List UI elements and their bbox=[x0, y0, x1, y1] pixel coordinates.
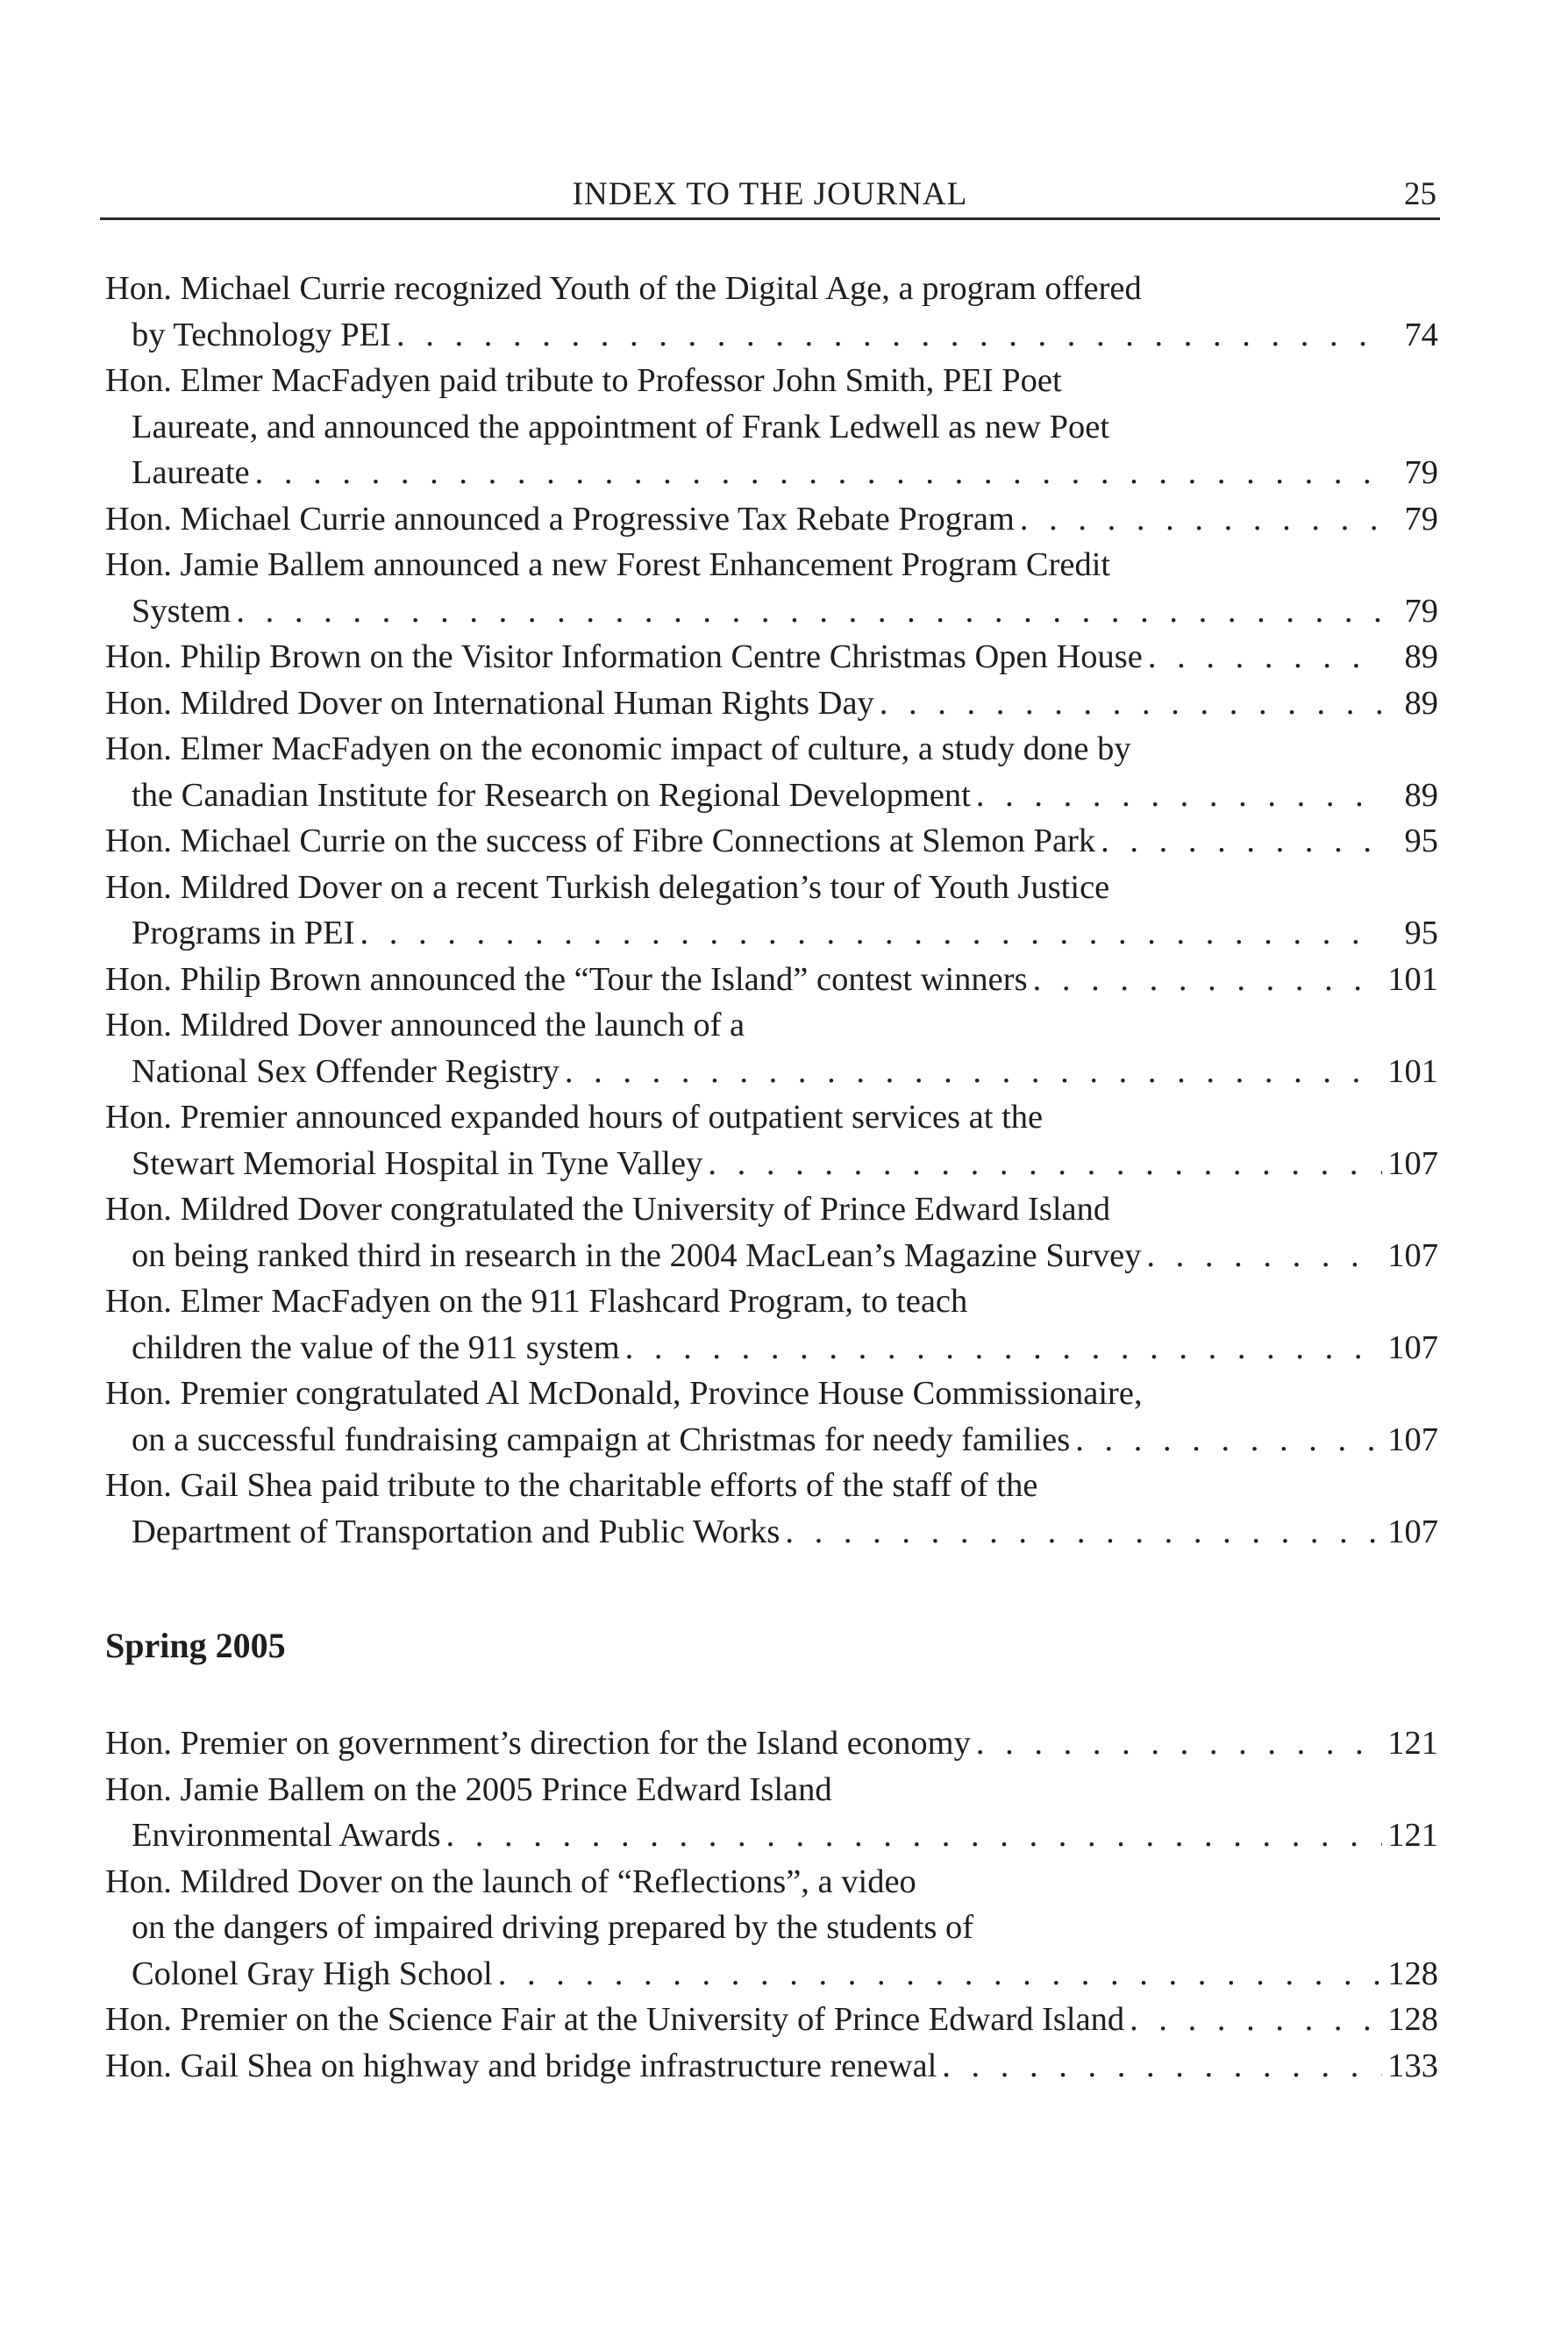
entry-page-number: 89 bbox=[1404, 684, 1438, 722]
dot-leader bbox=[236, 588, 1382, 635]
entry-line bbox=[105, 1951, 1438, 1998]
entry-text: Hon. Elmer MacFadyen on the 911 Flashcard Program, to teach bbox=[105, 1283, 968, 1320]
dot-leader bbox=[976, 1720, 1382, 1767]
index-entry bbox=[105, 1859, 1438, 1998]
entry-page-number: 89 bbox=[1404, 776, 1438, 814]
entry-line bbox=[105, 450, 1438, 496]
dot-leader bbox=[976, 773, 1382, 819]
index-entry bbox=[105, 1767, 1438, 1859]
dot-leader bbox=[565, 1049, 1382, 1095]
entry-line bbox=[105, 818, 1438, 865]
index-list-spring-2005 bbox=[105, 1720, 1438, 2089]
entry-line bbox=[105, 496, 1438, 543]
entry-text: Hon. Philip Brown announced the “Tour the Island” contest winners bbox=[105, 960, 1028, 998]
entry-text: Colonel Gray High School bbox=[132, 1955, 493, 1992]
entry-text: Hon. Mildred Dover on a recent Turkish delegation’s tour of Youth Justice bbox=[105, 868, 1110, 906]
entry-page-number: 128 bbox=[1387, 1955, 1438, 1992]
entry-page-number: 101 bbox=[1387, 960, 1438, 998]
entry-text: the Canadian Institute for Research on Regional Development bbox=[132, 776, 971, 814]
entry-line bbox=[105, 1767, 1438, 1813]
index-entry bbox=[105, 1278, 1438, 1371]
dot-leader bbox=[708, 1141, 1382, 1187]
entry-page-number: 133 bbox=[1387, 2047, 1438, 2084]
entry-line bbox=[105, 726, 1438, 773]
entry-page-number: 121 bbox=[1387, 1725, 1438, 1762]
entry-text: Hon. Mildred Dover on the launch of “Reflections”, a video bbox=[105, 1862, 916, 1900]
entry-line bbox=[105, 1997, 1438, 2043]
dot-leader bbox=[1146, 1233, 1382, 1279]
dot-leader bbox=[1075, 1417, 1382, 1464]
index-entry bbox=[105, 1186, 1438, 1278]
entry-line bbox=[105, 1417, 1438, 1464]
dot-leader bbox=[1148, 634, 1382, 680]
entry-page-number: 128 bbox=[1387, 2001, 1438, 2038]
entry-text: on the dangers of impaired driving prepared by the students of bbox=[132, 1909, 974, 1946]
index-entry bbox=[105, 818, 1438, 865]
dot-leader bbox=[785, 1509, 1382, 1556]
entry-line bbox=[105, 680, 1438, 727]
dot-leader bbox=[1020, 496, 1382, 543]
entry-text: Hon. Elmer MacFadyen on the economic impact of culture, a study done by bbox=[105, 730, 1131, 767]
entry-text: Hon. Mildred Dover on International Human Rights Day bbox=[105, 684, 874, 722]
entry-line bbox=[105, 1859, 1438, 1905]
entry-page-number: 107 bbox=[1387, 1144, 1438, 1182]
dot-leader bbox=[498, 1951, 1382, 1998]
entry-line bbox=[105, 1049, 1438, 1095]
entry-text: Hon. Jamie Ballem on the 2005 Prince Edward Island bbox=[105, 1770, 832, 1808]
entry-line bbox=[105, 1371, 1438, 1417]
entry-line bbox=[105, 404, 1438, 451]
entry-page-number: 95 bbox=[1404, 823, 1438, 859]
index-list-previous-session bbox=[105, 266, 1438, 1555]
entry-line bbox=[105, 773, 1438, 819]
index-entry bbox=[105, 266, 1438, 358]
entry-text: Laureate bbox=[132, 454, 250, 491]
entry-text: System bbox=[132, 592, 232, 630]
entry-page-number: 74 bbox=[1404, 316, 1438, 353]
dot-leader bbox=[1130, 1997, 1382, 2043]
entry-text: National Sex Offender Registry bbox=[132, 1052, 559, 1090]
index-entry bbox=[105, 542, 1438, 634]
entry-line bbox=[105, 1002, 1438, 1049]
index-entry bbox=[105, 1997, 1438, 2043]
entry-text: Hon. Gail Shea on highway and bridge infrastructure renewal bbox=[105, 2047, 937, 2084]
entry-text: Hon. Michael Currie announced a Progressive Tax Rebate Program bbox=[105, 500, 1015, 538]
index-entry bbox=[105, 680, 1438, 727]
index-entry bbox=[105, 726, 1438, 818]
entry-text: Hon. Mildred Dover announced the launch of a bbox=[105, 1007, 745, 1043]
index-entry bbox=[105, 358, 1438, 496]
index-entry bbox=[105, 865, 1438, 957]
entry-line bbox=[105, 1813, 1438, 1859]
entry-text: Hon. Premier on government’s direction for the Island economy bbox=[105, 1725, 971, 1762]
dot-leader bbox=[1101, 818, 1382, 865]
dot-leader bbox=[1033, 957, 1382, 1003]
page-header bbox=[100, 168, 1440, 220]
entry-line bbox=[105, 865, 1438, 911]
entry-line bbox=[105, 1141, 1438, 1187]
entry-page-number: 107 bbox=[1387, 1513, 1438, 1550]
entry-page-number: 79 bbox=[1404, 592, 1438, 630]
entry-text: Programs in PEI bbox=[132, 915, 355, 951]
entry-line bbox=[105, 634, 1438, 680]
entry-text: Hon. Premier congratulated Al McDonald, Province House Commissionaire, bbox=[105, 1375, 1143, 1412]
entry-text: children the value of the 911 system bbox=[132, 1328, 620, 1366]
entry-line bbox=[105, 358, 1438, 404]
page-number: 25 bbox=[1404, 176, 1436, 212]
dot-leader bbox=[942, 2043, 1382, 2090]
entry-text: Stewart Memorial Hospital in Tyne Valley bbox=[132, 1144, 703, 1182]
dot-leader bbox=[396, 312, 1382, 359]
index-entry bbox=[105, 1002, 1438, 1094]
entry-line bbox=[105, 1233, 1438, 1279]
entry-line bbox=[105, 2043, 1438, 2090]
entry-line bbox=[105, 1720, 1438, 1767]
entry-line bbox=[105, 266, 1438, 312]
entry-text: Hon. Premier announced expanded hours of outpatient services at the bbox=[105, 1099, 1044, 1136]
entry-line bbox=[105, 910, 1438, 957]
index-entry bbox=[105, 2043, 1438, 2090]
entry-text: Hon. Michael Currie recognized Youth of the Digital Age, a program offered bbox=[105, 270, 1142, 307]
entry-text: by Technology PEI bbox=[132, 316, 392, 353]
index-entry bbox=[105, 496, 1438, 543]
dot-leader bbox=[446, 1813, 1382, 1859]
entry-page-number: 95 bbox=[1404, 915, 1438, 951]
entry-line bbox=[105, 588, 1438, 635]
entry-page-number: 101 bbox=[1387, 1052, 1438, 1090]
entry-page-number: 121 bbox=[1387, 1817, 1438, 1854]
entry-line bbox=[105, 1278, 1438, 1325]
entry-line bbox=[105, 1463, 1438, 1509]
entry-page-number: 107 bbox=[1387, 1236, 1438, 1274]
dot-leader bbox=[625, 1325, 1382, 1371]
entry-page-number: 79 bbox=[1404, 454, 1438, 491]
entry-line bbox=[105, 312, 1438, 359]
index-entry bbox=[105, 1463, 1438, 1555]
entry-text: Hon. Elmer MacFadyen paid tribute to Professor John Smith, PEI Poet bbox=[105, 362, 1062, 399]
running-title: INDEX TO THE JOURNAL bbox=[572, 176, 968, 212]
entry-text: Hon. Philip Brown on the Visitor Information Centre Christmas Open House bbox=[105, 638, 1143, 675]
section-heading: Spring 2005 bbox=[105, 1626, 286, 1665]
entry-line bbox=[105, 1509, 1438, 1556]
entry-line bbox=[105, 1325, 1438, 1371]
entry-text: Hon. Premier on the Science Fair at the University of Prince Edward Island bbox=[105, 2001, 1125, 2038]
dot-leader bbox=[360, 910, 1382, 957]
entry-text: Hon. Michael Currie on the success of Fibre Connections at Slemon Park bbox=[105, 823, 1096, 859]
entry-page-number: 89 bbox=[1404, 638, 1438, 675]
entry-text: on being ranked third in research in the 2004 MacLean’s Magazine Survey bbox=[132, 1236, 1142, 1274]
entry-line bbox=[105, 1905, 1438, 1951]
entry-page-number: 107 bbox=[1387, 1421, 1438, 1458]
entry-text: Hon. Mildred Dover congratulated the University of Prince Edward Island bbox=[105, 1191, 1111, 1228]
entry-line bbox=[105, 1186, 1438, 1233]
entry-text: Environmental Awards bbox=[132, 1817, 441, 1854]
dot-leader bbox=[880, 680, 1382, 727]
entry-line bbox=[105, 1094, 1438, 1141]
entry-text: Hon. Gail Shea paid tribute to the charitable efforts of the staff of the bbox=[105, 1467, 1038, 1504]
entry-text: Hon. Jamie Ballem announced a new Forest Enhancement Program Credit bbox=[105, 546, 1111, 583]
entry-line bbox=[105, 957, 1438, 1003]
index-entry bbox=[105, 957, 1438, 1003]
index-entry bbox=[105, 634, 1438, 680]
entry-text: Laureate, and announced the appointment of Frank Ledwell as new Poet bbox=[132, 408, 1110, 445]
entry-text: on a successful fundraising campaign at Christmas for needy families bbox=[132, 1421, 1071, 1458]
dot-leader bbox=[255, 450, 1382, 496]
entry-text: Department of Transportation and Public Works bbox=[132, 1513, 780, 1550]
entry-page-number: 79 bbox=[1404, 500, 1438, 538]
index-entry bbox=[105, 1720, 1438, 1767]
index-entry bbox=[105, 1371, 1438, 1463]
entry-line bbox=[105, 542, 1438, 588]
entry-page-number: 107 bbox=[1387, 1328, 1438, 1366]
index-entry bbox=[105, 1094, 1438, 1186]
